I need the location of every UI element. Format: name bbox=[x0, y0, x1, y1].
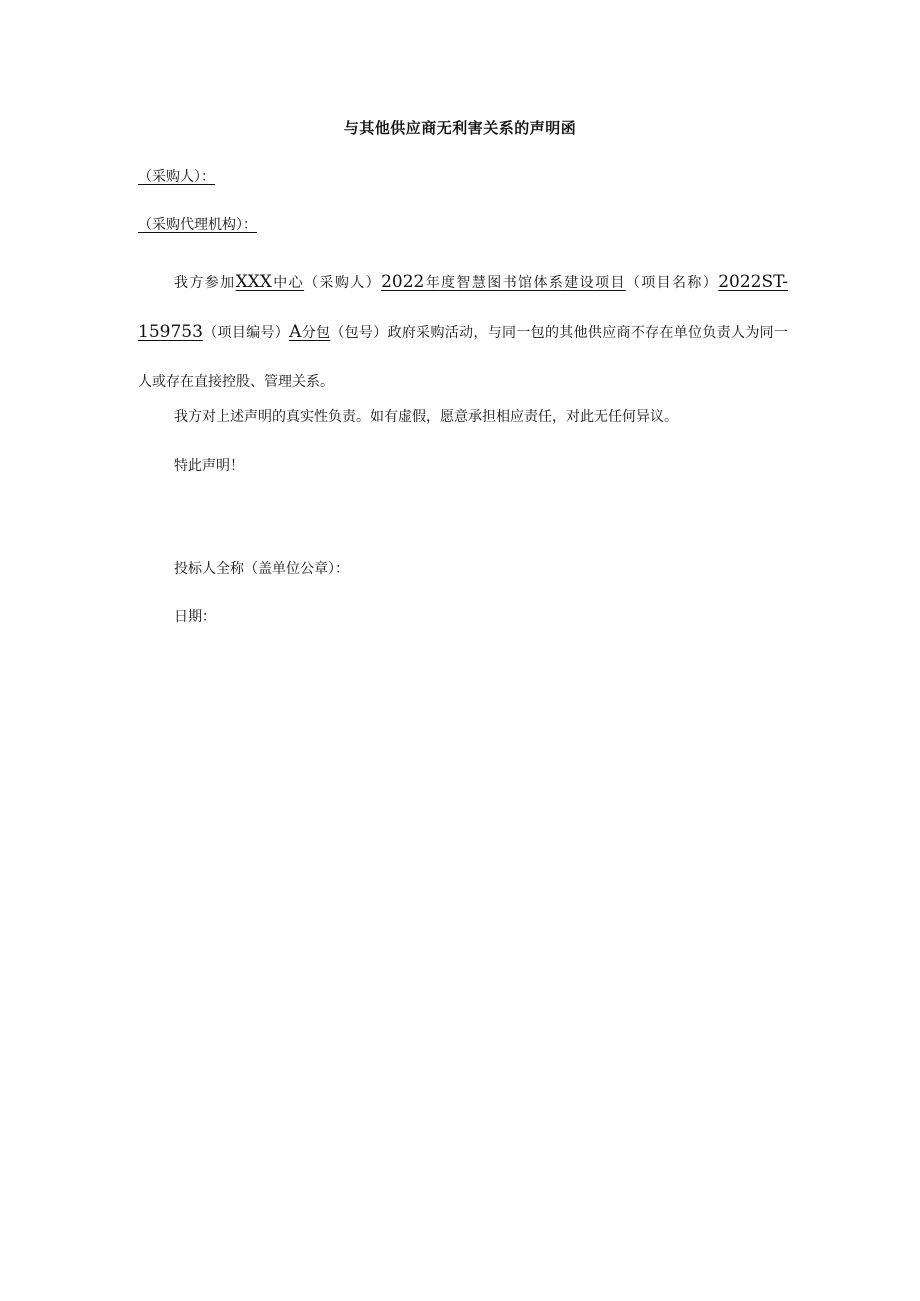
purchaser-name-cjk: 中心 bbox=[271, 275, 305, 291]
responsibility-paragraph: 我方对上述声明的真实性负责。如有虚假，愿意承担相应责任，对此无任何异议。 bbox=[174, 409, 678, 425]
project-name-blank: 年度智慧图书馆体系建设项目 bbox=[424, 275, 626, 291]
agency-addressee: （采购代理机构）： bbox=[138, 217, 257, 233]
date-label: 日期： bbox=[174, 609, 216, 625]
declaration-paragraph bbox=[138, 258, 788, 407]
purchaser-name-blank: XXX bbox=[235, 272, 272, 292]
purchaser-tag: （采购人） bbox=[304, 275, 382, 291]
project-code-tag: （项目编号） bbox=[202, 325, 290, 341]
closing-statement: 特此声明！ bbox=[174, 458, 244, 474]
lot-letter-blank: A bbox=[289, 322, 302, 342]
document-title: 与其他供应商无利害关系的声明函 bbox=[343, 119, 577, 137]
project-year-blank: 2022 bbox=[381, 272, 425, 292]
lot-name-blank: 分包 bbox=[301, 325, 331, 341]
purchaser-addressee: （采购人）： bbox=[138, 169, 215, 185]
lot-tag: （包号） bbox=[330, 325, 388, 341]
project-tag: （项目名称） bbox=[625, 275, 719, 291]
project-code-blank: 2022ST-159753 bbox=[138, 272, 789, 342]
bidder-signature-label: 投标人全称（盖单位公章）： bbox=[174, 561, 349, 577]
p1-prefix: 我方参加 bbox=[174, 275, 236, 291]
p1-suffix: 政府采购活动，与同一包的其他供应商不存在单位负责人为同一人或存在直接控股、管理关系。 bbox=[138, 325, 788, 390]
